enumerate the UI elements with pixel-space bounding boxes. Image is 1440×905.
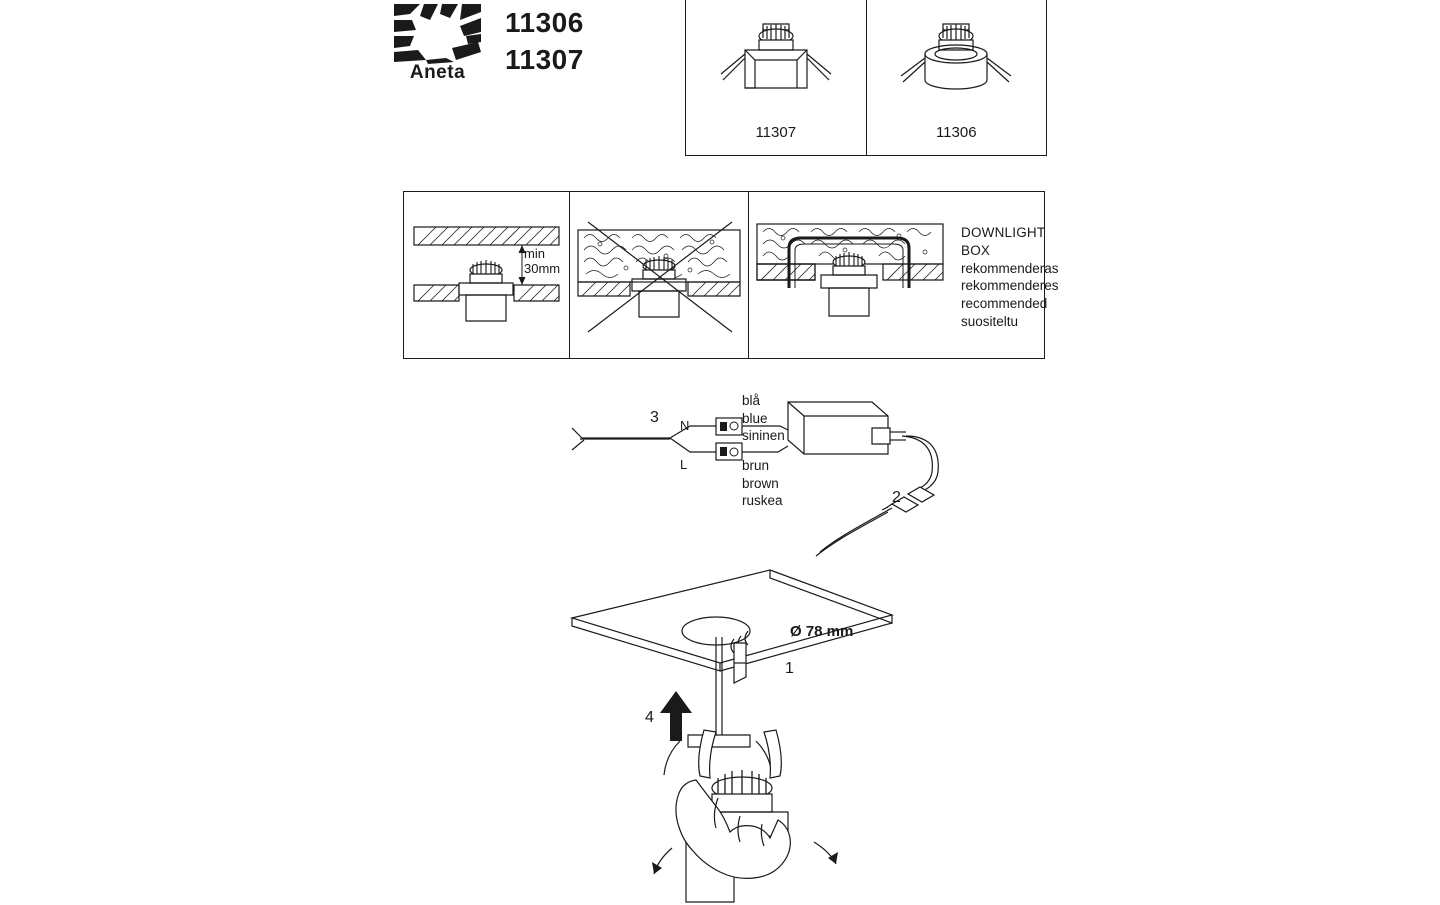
product-variant-round xyxy=(866,0,1047,155)
product-variant-label: 11307 xyxy=(755,124,797,141)
insulation-forbidden-cell xyxy=(569,192,748,358)
product-variants-panel xyxy=(685,0,1047,156)
brand-logo xyxy=(390,0,485,88)
mounting-clearance-cell xyxy=(404,192,569,358)
square-downlight-icon xyxy=(701,14,851,124)
downlight-box-lang-fi: suositeltu xyxy=(961,314,1019,330)
round-downlight-icon xyxy=(881,14,1031,124)
wiring-diagram xyxy=(520,380,1040,560)
mounting-instructions-panel xyxy=(403,191,1059,359)
step-number-2: 2 xyxy=(892,489,901,506)
downlight-box-lang-no: rekommenderes xyxy=(961,278,1059,294)
step-number-3: 3 xyxy=(650,409,659,426)
blue-wire-labels: blå blue sininen xyxy=(742,393,785,444)
brand-name: Aneta xyxy=(409,62,466,83)
min-clearance-label: min 30mm xyxy=(524,246,561,276)
model-number-2: 11307 xyxy=(505,44,584,76)
downlight-box-lang-en: recommended xyxy=(961,296,1048,312)
downlight-box-text xyxy=(961,224,1059,331)
hand-art xyxy=(600,720,900,905)
brown-wire-labels: brun brown ruskea xyxy=(742,458,783,509)
downlight-box-lang-sv: rekommenderas xyxy=(961,260,1059,276)
downlight-box-title: DOWNLIGHT BOX xyxy=(961,225,1046,258)
model-numbers xyxy=(505,4,584,78)
step-number-4: 4 xyxy=(645,709,654,726)
product-variant-label: 11306 xyxy=(935,124,977,141)
aneta-starburst-logo xyxy=(390,0,485,68)
model-number-1: 11306 xyxy=(505,7,584,38)
terminal-label-l: L xyxy=(680,457,688,472)
product-variant-square xyxy=(686,0,866,155)
terminal-label-n: N xyxy=(680,418,690,433)
hand-inserting-spotlight-icon xyxy=(600,720,900,905)
hole-diameter-label: Ø 78 mm xyxy=(790,623,854,640)
insulation-forbidden-icon xyxy=(570,192,748,358)
downlight-box-cell xyxy=(748,192,1059,358)
step-number-1: 1 xyxy=(785,660,794,677)
